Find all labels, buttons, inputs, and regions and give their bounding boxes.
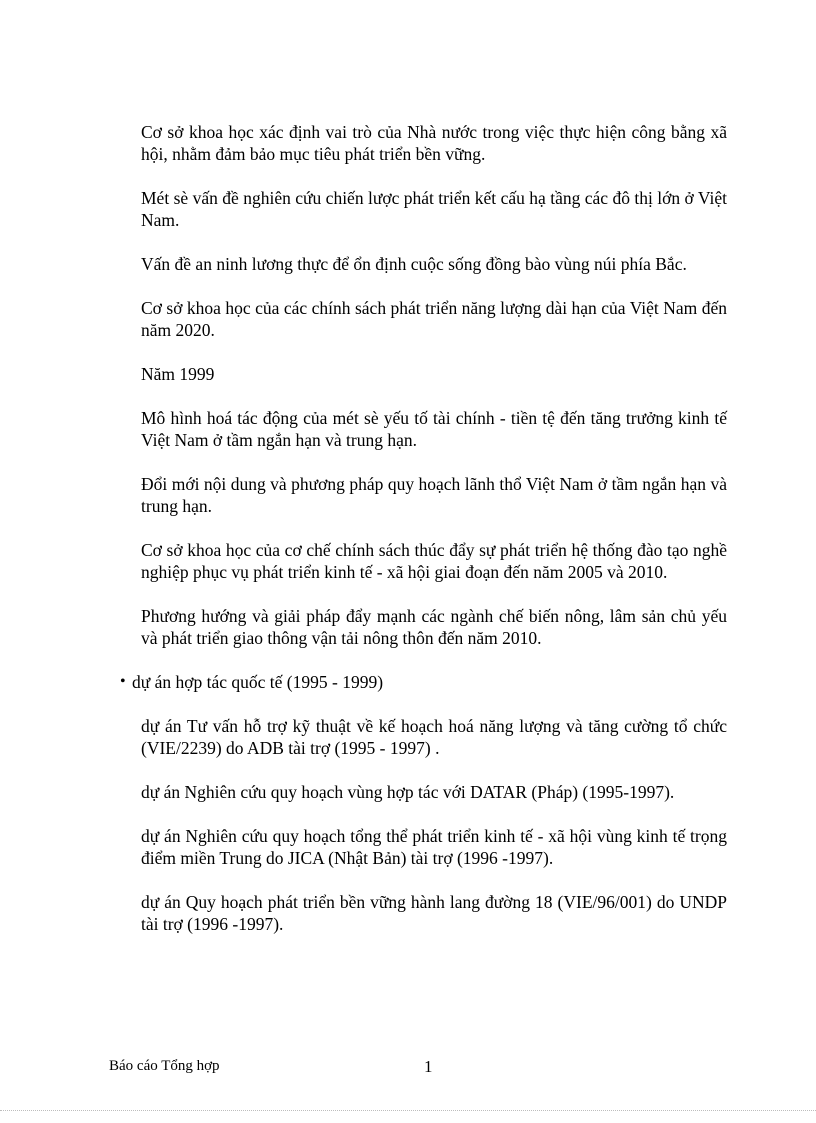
paragraph: Đổi mới nội dung và phương pháp quy hoạch lãnh thổ Việt Nam ở tầm ngắn hạn và trung hạn. (141, 474, 727, 516)
paragraph: dự án Nghiên cứu quy hoạch tổng thể phát triển kinh tế - xã hội vùng kinh tế trọng điểm miền Trung do JICA (Nhật Bản) tài trợ (1996 -1997). (141, 826, 727, 868)
paragraph: dự án Quy hoạch phát triển bền vững hành lang đường 18 (VIE/96/001) do UNDP tài trợ (1996 -1997). (141, 892, 727, 934)
paragraph: Cơ sở khoa học của cơ chế chính sách thúc đẩy sự phát triển hệ thống đào tạo nghề nghiệp phục vụ phát triển kinh tế - xã hội giai đoạn đến năm 2005 và 2010. (141, 540, 727, 582)
year-heading: Năm 1999 (141, 364, 215, 384)
page-number: 1 (424, 1057, 433, 1076)
paragraph: dự án Nghiên cứu quy hoạch vùng hợp tác với DATAR (Pháp) (1995-1997). (141, 782, 675, 802)
bullet-text: dự án hợp tác quốc tế (1995 - 1999) (132, 672, 384, 692)
paragraph: Mô hình hoá tác động của mét sè yếu tố tài chính - tiền tệ đến tăng trưởng kinh tế Việt Nam ở tầm ngắn hạn và trung hạn. (141, 408, 727, 450)
bullet-icon: • (120, 673, 126, 690)
page-divider (0, 1110, 816, 1111)
footer-title: Báo cáo Tổng hợp (109, 1058, 220, 1074)
bullet-item (120, 671, 727, 693)
paragraph: Mét sè vấn đề nghiên cứu chiến lược phát triển kết cấu hạ tầng các đô thị lớn ở Việt Nam. (141, 188, 727, 230)
document-body (120, 121, 727, 957)
paragraph: Phương hướng và giải pháp đẩy mạnh các ngành chế biến nông, lâm sản chủ yếu và phát triển giao thông vận tải nông thôn đến năm 2010. (141, 606, 727, 648)
paragraph: dự án Tư vấn hỗ trợ kỹ thuật về kế hoạch hoá năng lượng và tăng cường tổ chức (VIE/2239) do ADB tài trợ (1995 - 1997) . (141, 716, 727, 758)
paragraph: Cơ sở khoa học của các chính sách phát triển năng lượng dài hạn của Việt Nam đến năm 2020. (141, 298, 727, 340)
paragraph: Cơ sở khoa học xác định vai trò của Nhà nước trong việc thực hiện công bằng xã hội, nhằm đảm bảo mục tiêu phát triển bền vững. (141, 122, 727, 164)
paragraph: Vấn đề an ninh lương thực để ổn định cuộc sống đồng bào vùng núi phía Bắc. (141, 254, 687, 274)
